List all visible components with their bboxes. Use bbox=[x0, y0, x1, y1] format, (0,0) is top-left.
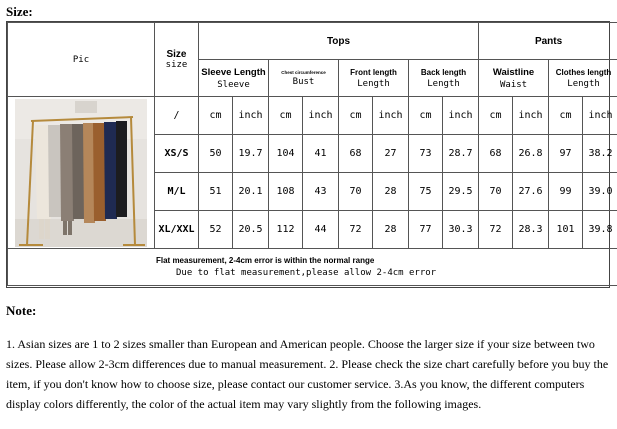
measurement-note: Flat measurement, 2-4cm error is within the normal range Due to flat measurement,please allow 2-4cm error bbox=[8, 249, 617, 286]
size-label: M/L bbox=[155, 173, 199, 211]
unit-cell: cm bbox=[199, 97, 233, 135]
size-label: XL/XXL bbox=[155, 211, 199, 249]
value-cell: 27 bbox=[373, 135, 409, 173]
value-cell: 28 bbox=[373, 173, 409, 211]
value-cell: 38.2 bbox=[583, 135, 617, 173]
unit-row bbox=[8, 97, 617, 135]
size-header: Size size bbox=[155, 23, 199, 97]
value-cell: 30.3 bbox=[443, 211, 479, 249]
back-length-header: Back length Length bbox=[409, 60, 479, 97]
value-cell: 101 bbox=[549, 211, 583, 249]
value-cell: 99 bbox=[549, 173, 583, 211]
clothes-length-header: Clothes length Length bbox=[549, 60, 617, 97]
value-cell: 44 bbox=[303, 211, 339, 249]
unit-size-cell: / bbox=[155, 97, 199, 135]
unit-cell: inch bbox=[443, 97, 479, 135]
tops-header: Tops bbox=[199, 23, 479, 60]
waistline-header: Waistline Waist bbox=[479, 60, 549, 97]
pic-header: Pic bbox=[8, 23, 155, 97]
value-cell: 72 bbox=[479, 211, 513, 249]
value-cell: 28 bbox=[373, 211, 409, 249]
value-cell: 28.7 bbox=[443, 135, 479, 173]
size-heading: Size: bbox=[6, 4, 33, 19]
product-photo bbox=[15, 99, 147, 247]
value-cell: 52 bbox=[199, 211, 233, 249]
value-cell: 108 bbox=[269, 173, 303, 211]
value-cell: 72 bbox=[339, 211, 373, 249]
value-cell: 39.0 bbox=[583, 173, 617, 211]
unit-cell: cm bbox=[339, 97, 373, 135]
value-cell: 29.5 bbox=[443, 173, 479, 211]
group-header-row bbox=[8, 23, 617, 60]
size-table bbox=[7, 22, 617, 286]
unit-cell: inch bbox=[303, 97, 339, 135]
product-photo-cell bbox=[8, 97, 155, 249]
value-cell: 28.3 bbox=[513, 211, 549, 249]
size-label: XS/S bbox=[155, 135, 199, 173]
value-cell: 41 bbox=[303, 135, 339, 173]
footer-row bbox=[8, 249, 617, 286]
value-cell: 68 bbox=[339, 135, 373, 173]
unit-cell: cm bbox=[479, 97, 513, 135]
value-cell: 51 bbox=[199, 173, 233, 211]
value-cell: 97 bbox=[549, 135, 583, 173]
unit-cell: inch bbox=[373, 97, 409, 135]
value-cell: 39.8 bbox=[583, 211, 617, 249]
pants-header: Pants bbox=[479, 23, 617, 60]
value-cell: 70 bbox=[339, 173, 373, 211]
unit-cell: inch bbox=[583, 97, 617, 135]
unit-cell: inch bbox=[513, 97, 549, 135]
value-cell: 75 bbox=[409, 173, 443, 211]
unit-cell: cm bbox=[549, 97, 583, 135]
value-cell: 20.5 bbox=[233, 211, 269, 249]
unit-cell: cm bbox=[409, 97, 443, 135]
value-cell: 104 bbox=[269, 135, 303, 173]
note-paragraph: 1. Asian sizes are 1 to 2 sizes smaller than European and American people. Choose the larger size if your size between two sizes. Please allow 2-3cm differences due to manual measurement. 2. Please check the size chart carefully before you buy the item, if you don't know how to choose size, please contact our customer service. 3.As you know, the different computers display colors differently, the color of the actual item may vary slightly from the following images. bbox=[6, 337, 609, 411]
value-cell: 27.6 bbox=[513, 173, 549, 211]
unit-cell: inch bbox=[233, 97, 269, 135]
value-cell: 77 bbox=[409, 211, 443, 249]
front-length-header: Front length Length bbox=[339, 60, 409, 97]
value-cell: 19.7 bbox=[233, 135, 269, 173]
value-cell: 73 bbox=[409, 135, 443, 173]
value-cell: 112 bbox=[269, 211, 303, 249]
value-cell: 26.8 bbox=[513, 135, 549, 173]
value-cell: 20.1 bbox=[233, 173, 269, 211]
size-chart bbox=[6, 21, 613, 288]
value-cell: 50 bbox=[199, 135, 233, 173]
chest-header: Chest circumference Bust bbox=[269, 60, 339, 97]
value-cell: 68 bbox=[479, 135, 513, 173]
sleeve-length-header: Sleeve Length Sleeve bbox=[199, 60, 269, 97]
note-heading: Note: bbox=[6, 303, 37, 318]
value-cell: 43 bbox=[303, 173, 339, 211]
value-cell: 70 bbox=[479, 173, 513, 211]
unit-cell: cm bbox=[269, 97, 303, 135]
